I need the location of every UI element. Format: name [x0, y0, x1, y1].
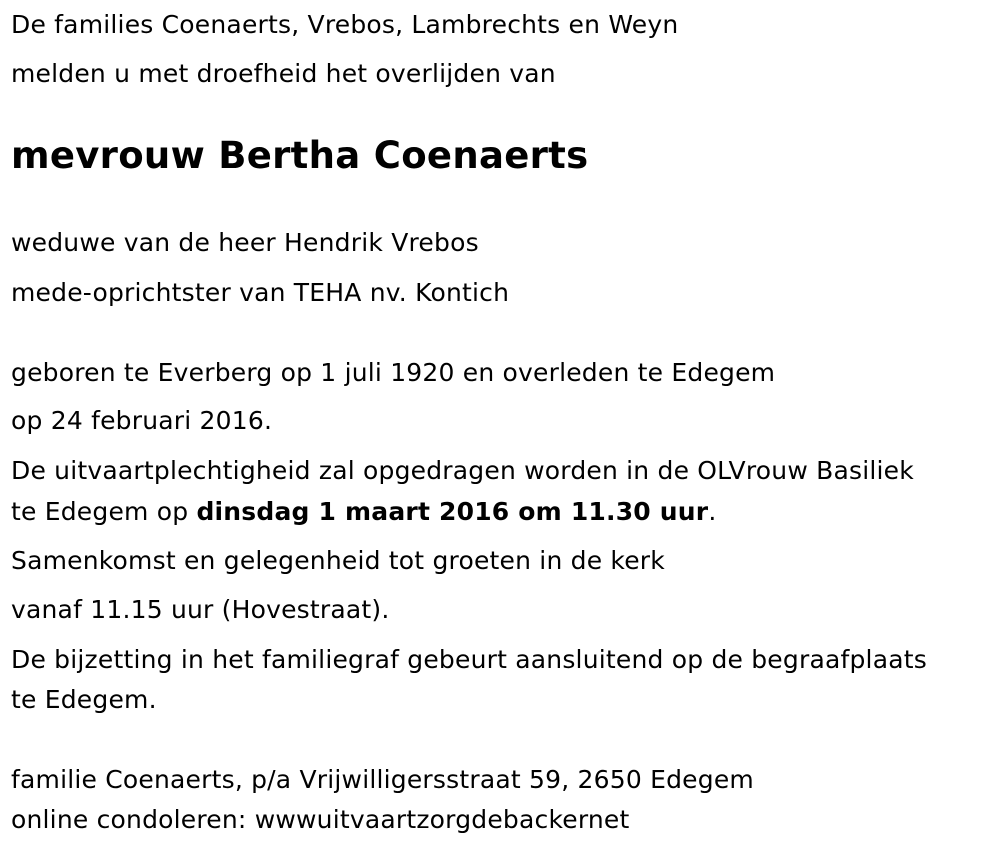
- funeral-line-1: De uitvaartplechtigheid zal opgedragen worden in de OLVrouw Basiliek: [11, 456, 914, 485]
- burial-line-2: te Edegem.: [11, 685, 157, 714]
- funeral-line-2-suffix: .: [708, 497, 717, 526]
- birth-death-line-1: geboren te Everberg op 1 juli 1920 en overleden te Edegem: [11, 358, 776, 387]
- online-condolence: online condoleren: wwwuitvaartzorgdebackernet: [11, 805, 630, 834]
- widow-of-line: weduwe van de heer Hendrik Vrebos: [11, 228, 479, 257]
- funeral-line-2-prefix: te Edegem op: [11, 497, 197, 526]
- gathering-line-1: Samenkomst en gelegenheid tot groeten in de kerk: [11, 546, 665, 575]
- gathering-line-2: vanaf 11.15 uur (Hovestraat).: [11, 595, 390, 624]
- cofounder-line: mede-oprichtster van TEHA nv. Kontich: [11, 278, 510, 307]
- birth-death-line-2: op 24 februari 2016.: [11, 406, 273, 435]
- burial-line-1: De bijzetting in het familiegraf gebeurt aansluitend op de begraafplaats: [11, 645, 927, 674]
- funeral-line-2: [11, 497, 717, 527]
- family-address: familie Coenaerts, p/a Vrijwilligersstraat 59, 2650 Edegem: [11, 765, 754, 794]
- funeral-datetime: dinsdag 1 maart 2016 om 11.30 uur: [196, 497, 709, 526]
- intro-line-2: melden u met droefheid het overlijden van: [11, 59, 556, 88]
- intro-line-1: De families Coenaerts, Vrebos, Lambrechts en Weyn: [11, 10, 679, 39]
- deceased-name: mevrouw Bertha Coenaerts: [11, 134, 589, 177]
